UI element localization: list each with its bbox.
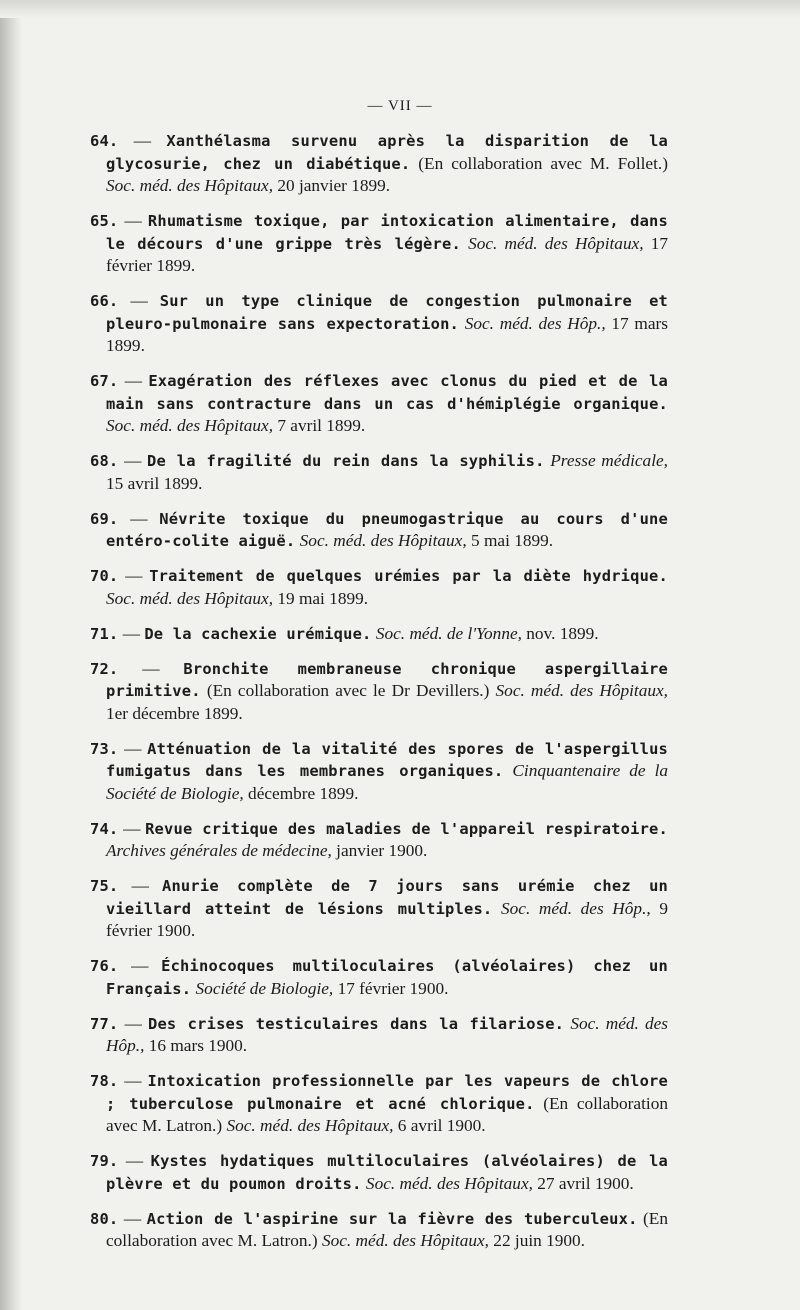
bibliography-entry: 70. — Traitement de quelques urémies par la diète hydrique. Soc. méd. des Hôpitaux, 19 mai 1899. [90,566,668,608]
entry-journal: Soc. méd. des Hôpitaux, [106,416,274,435]
entry-journal: Soc. méd. des Hôp., [501,898,651,918]
entry-date: janvier 1900. [336,841,428,860]
entry-number: 79. [90,1152,119,1170]
entry-journal: Archives générales de médecine, [106,841,332,860]
bibliography-entry: 67. — Exagération des réflexes avec clonus du pied et de la main sans contracture dans un cas d'hémiplégie organique. Soc. méd. des Hôpitaux, 7 avril 1899. [90,371,669,435]
entry-number: 65. [90,212,119,230]
entry-date: 19 mai 1899. [277,588,369,608]
entry-number: 80. [90,1209,119,1228]
entry-date: 15 avril 1899. [106,473,203,493]
entry-date: 27 avril 1900. [537,1173,634,1193]
entry-collaboration: (En collaboration avec M. Latron.) [106,1208,668,1250]
entry-title: De la cachexie urémique. [144,624,372,643]
entry-title: Revue critique des maladies de l'appareil respiratoire. [145,819,668,838]
bibliography-entry: 77. — Des crises testiculaires dans la filariose. Soc. méd. des Hôp., 16 mars 1900. [90,1013,669,1055]
entry-title: Névrite toxique du pneumogastrique au cours d'une entéro-colite aiguë. [106,509,668,550]
entry-date: nov. 1899. [526,623,599,643]
entry-date: décembre 1899. [248,783,359,803]
entry-journal: Société de Biologie, [195,978,334,998]
entry-journal: Soc. méd. de l'Yonne, [375,623,522,643]
entry-journal: Soc. méd. des Hôpitaux, [106,588,274,608]
entry-date: 17 février 1899. [106,233,669,275]
entry-number: 68. [90,452,119,470]
entry-number: 74. [90,819,119,838]
entry-journal: Soc. méd. des Hôpitaux, [106,176,274,195]
entry-title: Bronchite membraneuse chronique aspergillaire primitive. [106,659,668,700]
bibliography-list [90,130,668,1265]
entry-date: 1er décembre 1899. [106,703,243,723]
entry-number: 76. [90,957,119,975]
bibliography-entry: 69. — Névrite toxique du pneumogastrique au cours d'une entéro-colite aiguë. Soc. méd. des Hôpitaux, 5 mai 1899. [90,508,668,550]
entry-number: 70. [90,567,119,585]
entry-number: 75. [90,877,119,895]
entry-journal: Soc. méd. des Hôpitaux, [226,1116,394,1135]
entry-date: 6 avril 1900. [397,1116,486,1135]
entry-title: Exagération des réflexes avec clonus du pied et de la main sans contracture dans un cas d'hémiplégie organique. [106,372,669,413]
bibliography-entry: 79. — Kystes hydatiques multiloculaires (alvéolaires) de la plèvre et du poumon droits. Soc. méd. des Hôpitaux, 27 avril 1900. [90,1151,669,1193]
entry-number: 71. [90,624,119,643]
entry-journal: Soc. méd. des Hôpitaux, [299,531,467,550]
entry-number: 69. [90,509,119,528]
page-number: — VII — [367,98,433,114]
entry-date: 17 février 1900. [337,978,449,998]
entry-number: 64. [90,132,119,150]
entry-number: 78. [90,1072,119,1090]
entry-collaboration: (En collaboration avec M. Follet.) [418,153,668,173]
entry-title: Action de l'aspirine sur la fièvre des tuberculeux. [146,1209,638,1228]
entry-journal: Soc. méd. des Hôpitaux, [365,1173,533,1193]
bibliography-entry: 73. — Atténuation de la vitalité des spores de l'aspergillus fumigatus dans les membranes organiques. Cinquantenaire de la Société de Biologie, décembre 1899. [90,738,669,803]
bibliography-entry: 64. — Xanthélasma survenu après la disparition de la glycosurie, chez un diabétique. (En collaboration avec M. Follet.) Soc. méd. des Hôpitaux, 20 janvier 1899. [90,131,669,195]
entry-title: Intoxication professionnelle par les vapeurs de chlore ; tuberculose pulmonaire et acné chlorique. [106,1072,668,1113]
entry-title: Rhumatisme toxique, par intoxication alimentaire, dans le décours d'une grippe très légère. [106,212,668,253]
entry-number: 66. [90,292,119,310]
entry-title: Kystes hydatiques multiloculaires (alvéolaires) de la plèvre et du poumon droits. [106,1152,669,1193]
entry-journal: Soc. méd. des Hôpitaux, [468,233,644,253]
entry-date: 9 février 1900. [106,898,668,940]
entry-number: 72. [90,659,119,678]
entry-journal: Soc. méd. des Hôpitaux, [321,1231,489,1250]
entry-number: 73. [90,739,119,758]
bibliography-entry: 78. — Intoxication professionnelle par les vapeurs de chlore ; tuberculose pulmonaire et acné chlorique. (En collaboration avec M. Latron.) Soc. méd. des Hôpitaux, 6 avril 1900. [90,1071,668,1135]
bibliography-entry: 74. — Revue critique des maladies de l'appareil respiratoire. Archives générales de médecine, janvier 1900. [90,818,668,860]
entry-collaboration: (En collaboration avec le Dr Devillers.) [206,681,490,700]
entry-title: Anurie complète de 7 jours sans urémie chez un vieillard atteint de lésions multiples. [106,877,669,918]
entry-date: 22 juin 1900. [493,1231,585,1250]
bibliography-entry: 76. — Échinocoques multiloculaires (alvéolaires) chez un Français. Société de Biologie, 17 février 1900. [90,956,668,998]
entry-title: Xanthélasma survenu après la disparition de la glycosurie, chez un diabétique. [106,132,669,173]
entry-date: 20 janvier 1899. [277,176,391,195]
entry-title: Sur un type clinique de congestion pulmonaire et pleuro-pulmonaire sans expectoration. [106,292,669,333]
entry-title: Des crises testiculaires dans la filariose. [148,1014,565,1033]
entry-title: Atténuation de la vitalité des spores de l'aspergillus fumigatus dans les membranes organiques. [106,739,668,780]
entry-number: 67. [90,372,119,390]
bibliography-entry: 65. — Rhumatisme toxique, par intoxication alimentaire, dans le décours d'une grippe très légère. Soc. méd. des Hôpitaux, 17 février 1899. [90,211,669,275]
entry-number: 77. [90,1014,119,1033]
entry-journal: Presse médicale, [550,451,668,470]
entry-journal: Soc. méd. des Hôp., [106,1013,669,1055]
entry-journal: Soc. méd. des Hôpitaux, [495,681,668,700]
bibliography-entry: 71. — De la cachexie urémique. Soc. méd. de l'Yonne, nov. 1899. [90,623,599,643]
bibliography-entry: 72. — Bronchite membraneuse chronique aspergillaire primitive. (En collaboration avec le Dr Devillers.) Soc. méd. des Hôpitaux, 1er décembre 1899. [90,658,668,723]
entry-title: Échinocoques multiloculaires (alvéolaires) chez un Français. [106,957,668,998]
bibliography-entry: 75. — Anurie complète de 7 jours sans urémie chez un vieillard atteint de lésions multiples. Soc. méd. des Hôp., 9 février 1900. [90,876,669,940]
entry-date: 5 mai 1899. [471,531,554,550]
bibliography-entry: 68. — De la fragilité du rein dans la syphilis. Presse médicale, 15 avril 1899. [90,451,668,493]
entry-title: De la fragilité du rein dans la syphilis. [147,452,545,470]
entry-journal: Soc. méd. des Hôp., [464,313,606,333]
entry-date: 7 avril 1899. [277,416,366,435]
entry-journal: Cinquantenaire de la Société de Biologie, [106,761,669,803]
entry-date: 16 mars 1900. [148,1036,248,1055]
entry-collaboration: (En collaboration avec M. Latron.) [106,1093,668,1135]
bibliography-entry: 66. — Sur un type clinique de congestion pulmonaire et pleuro-pulmonaire sans expectoration. Soc. méd. des Hôp., 17 mars 1899. [90,291,669,355]
entry-date: 17 mars 1899. [106,313,668,355]
entry-title: Traitement de quelques urémies par la diète hydrique. [149,567,668,585]
bibliography-entry: 80. — Action de l'aspirine sur la fièvre des tuberculeux. (En collaboration avec M. Latron.) Soc. méd. des Hôpitaux, 22 juin 1900. [90,1208,668,1250]
